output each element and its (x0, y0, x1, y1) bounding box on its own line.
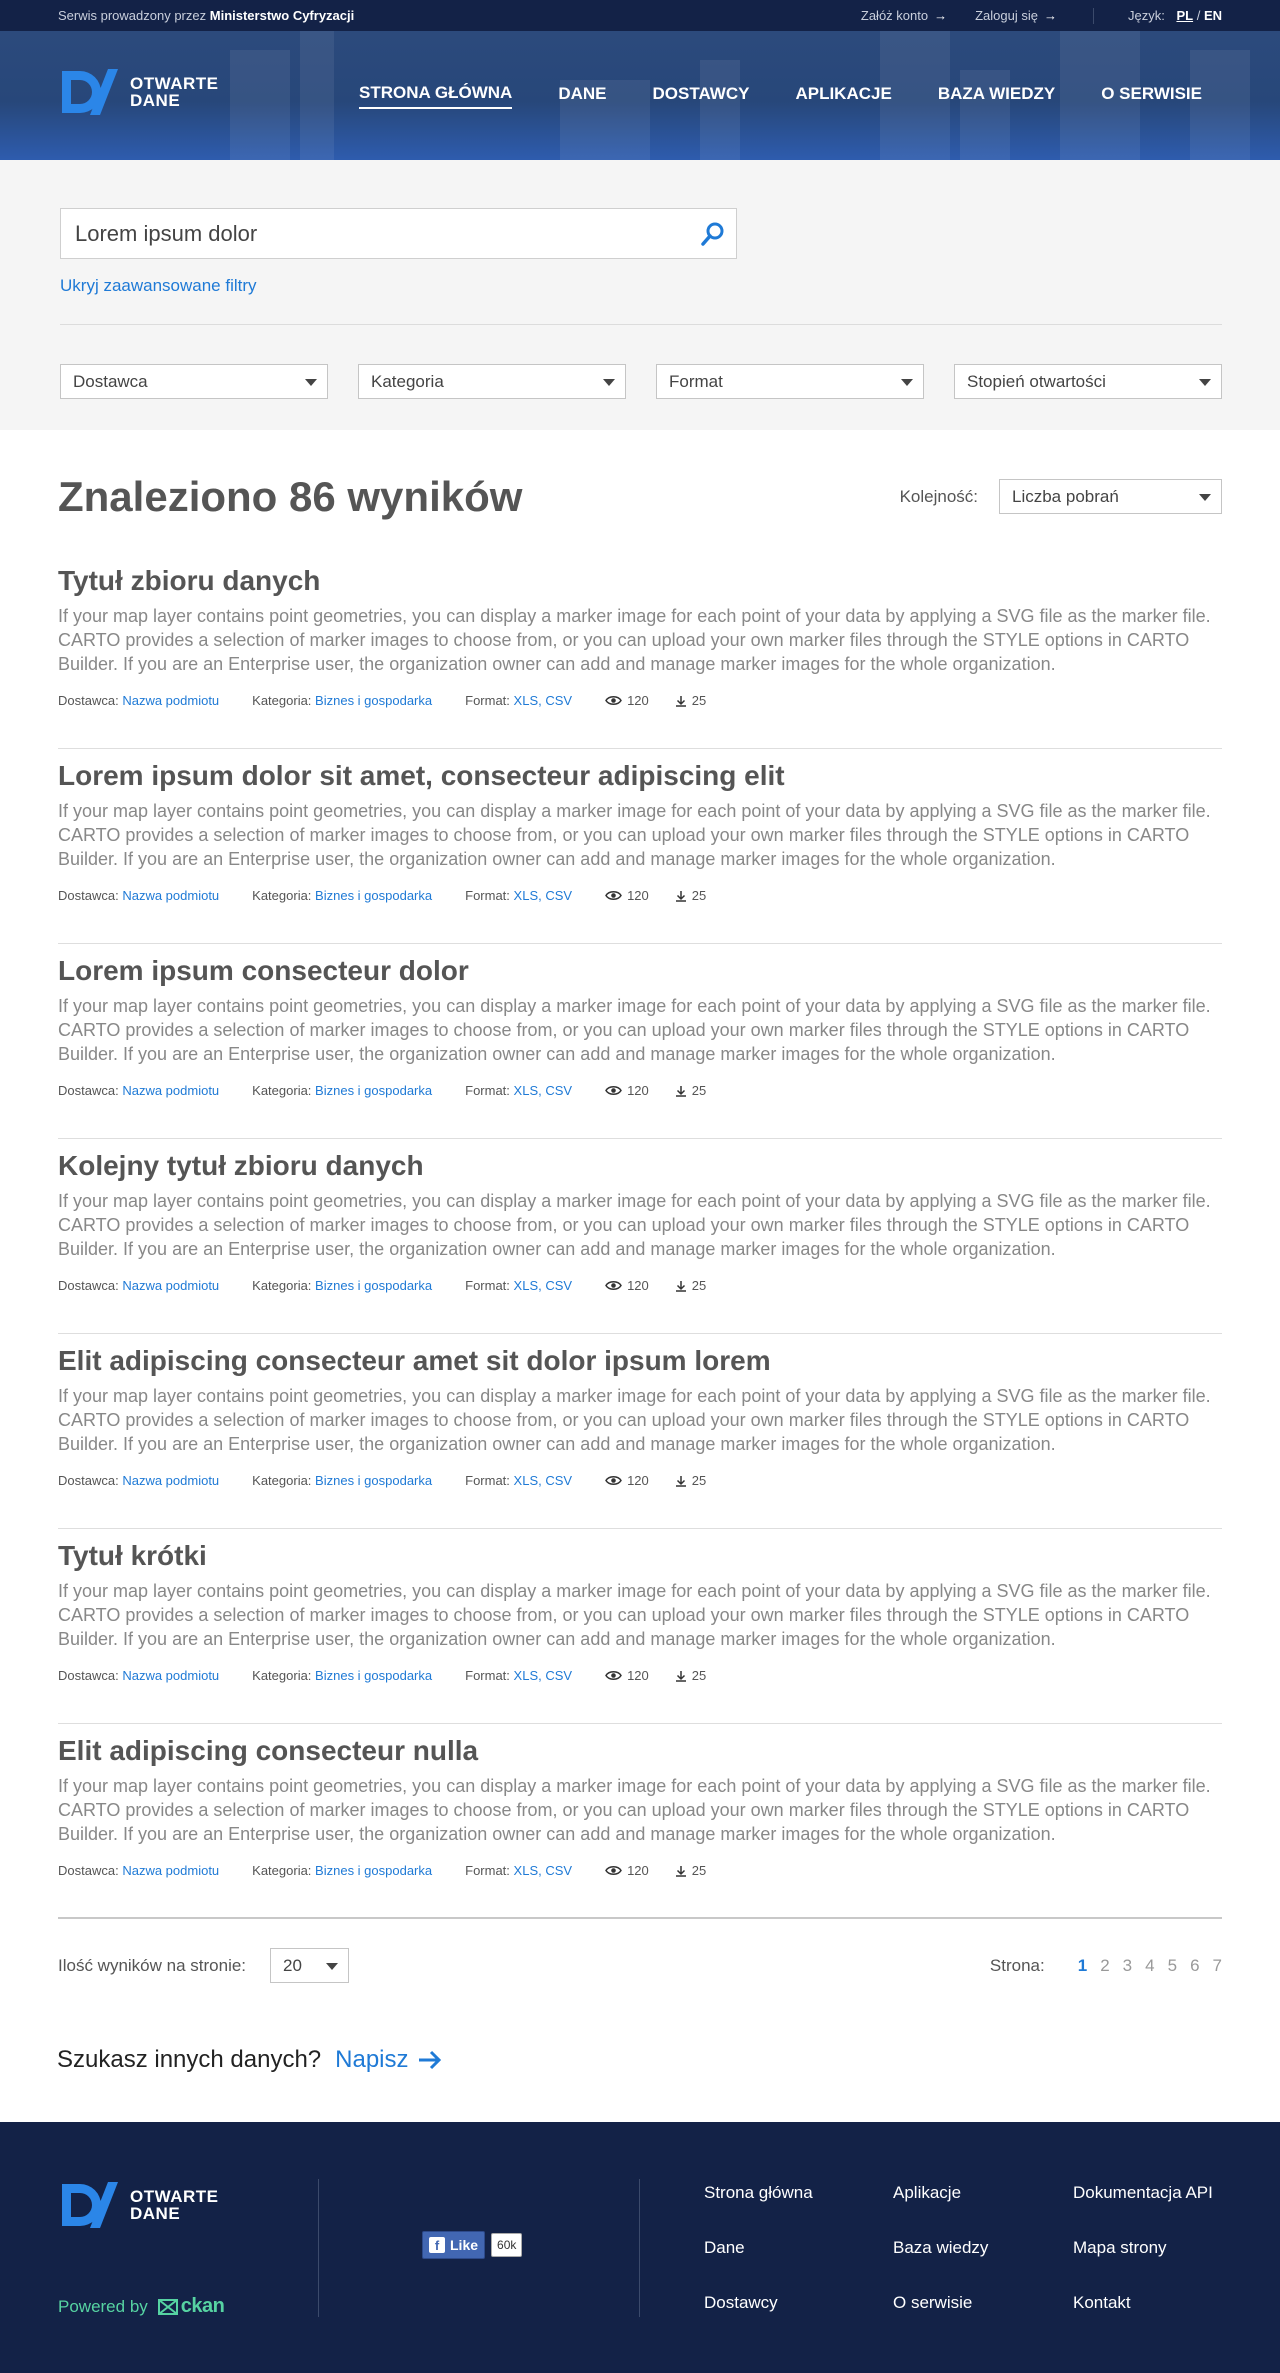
divider (639, 2179, 640, 2317)
footer-link-data[interactable]: Dane (704, 2238, 745, 2257)
result-meta (58, 1278, 1222, 1293)
result-downloads (675, 1668, 706, 1683)
login-link[interactable] (975, 8, 1057, 23)
result-views (605, 1083, 649, 1098)
footer-link-about[interactable]: O serwisie (893, 2293, 973, 2312)
page-label: Strona: (989, 1955, 1045, 1975)
downloads-count: 25 (691, 1863, 707, 1878)
result-description: If your map layer contains point geometries, you can display a marker image for each point of your data by applying a SVG file as the marker file. CARTO provides a selection of marker images to choose from, or you can upload your own marker files through the STYLE options in CARTO Builder. If you are an Enterprise user, the organization owner can add and manage marker images for the whole organization. (58, 1191, 1211, 1259)
views-count: 120 (627, 1083, 649, 1098)
category-label: Kategoria: (252, 693, 312, 708)
result-item (58, 944, 1222, 1139)
result-meta (58, 693, 1222, 708)
downloads-count: 25 (691, 1278, 707, 1293)
result-format-link[interactable]: XLS, CSV (513, 888, 573, 903)
result-category-link[interactable]: Biznes i gospodarka (315, 1668, 433, 1683)
page-link-6[interactable]: 6 (1190, 1955, 1200, 1975)
search-icon[interactable] (700, 221, 726, 247)
divider (318, 2179, 319, 2317)
chevron-down-icon (901, 379, 913, 386)
result-description: If your map layer contains point geometries, you can display a marker image for each point of your data by applying a SVG file as the marker file. CARTO provides a selection of marker images to choose from, or you can upload your own marker files through the STYLE options in CARTO Builder. If you are an Enterprise user, the organization owner can add and manage marker images for the whole organization. (58, 1581, 1211, 1649)
category-label: Kategoria: (252, 1668, 312, 1683)
eye-icon (605, 1085, 622, 1096)
logo-line2: DANE (130, 91, 181, 110)
provider-label: Dostawca: (58, 1083, 119, 1098)
result-title-link[interactable]: Lorem ipsum dolor sit amet, consecteur adipiscing elit (58, 760, 785, 791)
result-item (58, 1334, 1222, 1529)
category-label: Kategoria: (252, 1278, 312, 1293)
result-category (252, 888, 432, 903)
result-views (605, 693, 649, 708)
result-title-link[interactable]: Lorem ipsum consecteur dolor (58, 955, 469, 986)
filters-row (60, 364, 1222, 399)
register-label: Załóż konto (860, 8, 929, 23)
result-format (465, 1863, 572, 1878)
result-downloads (675, 1473, 706, 1488)
views-count: 120 (627, 1863, 649, 1878)
result-format-link[interactable]: XLS, CSV (513, 1278, 573, 1293)
powered-by-label: Powered by (58, 2296, 148, 2316)
result-description: If your map layer contains point geometries, you can display a marker image for each point of your data by applying a SVG file as the marker file. CARTO provides a selection of marker images to choose from, or you can upload your own marker files through the STYLE options in CARTO Builder. If you are an Enterprise user, the organization owner can add and manage marker images for the whole organization. (58, 1776, 1211, 1844)
result-category-link[interactable]: Biznes i gospodarka (315, 1083, 433, 1098)
result-category (252, 1863, 432, 1878)
search-box (60, 208, 737, 259)
top-bar (0, 0, 1280, 31)
lang-en-link[interactable]: EN (1203, 8, 1222, 23)
provider-label: Dostawca: (58, 693, 119, 708)
download-icon (675, 1475, 687, 1487)
result-provider (58, 1668, 219, 1683)
per-page-select[interactable] (270, 1948, 349, 1983)
format-label: Format: (465, 1668, 510, 1683)
download-icon (675, 1865, 687, 1877)
result-provider (58, 1473, 219, 1488)
provider-label: Dostawca: (58, 888, 119, 903)
per-page-value: 20 (283, 1955, 302, 1975)
format-label: Format: (465, 1083, 510, 1098)
provider-label: Dostawca: (58, 1473, 119, 1488)
result-meta (58, 888, 1222, 903)
cta-write-label: Napisz (335, 2046, 409, 2073)
divider (60, 324, 1222, 325)
result-item (58, 749, 1222, 944)
main-nav (313, 31, 1202, 160)
result-format (465, 693, 572, 708)
result-format-link[interactable]: XLS, CSV (513, 1863, 573, 1878)
result-description: If your map layer contains point geometries, you can display a marker image for each point of your data by applying a SVG file as the marker file. CARTO provides a selection of marker images to choose from, or you can upload your own marker files through the STYLE options in CARTO Builder. If you are an Enterprise user, the organization owner can add and manage marker images for the whole organization. (58, 1386, 1211, 1454)
filter-category-label: Kategoria (371, 371, 444, 391)
result-category-link[interactable]: Biznes i gospodarka (315, 693, 433, 708)
footer-link-providers[interactable]: Dostawcy (704, 2293, 778, 2312)
facebook-icon: f (429, 2237, 445, 2253)
chevron-down-icon (326, 1963, 338, 1970)
results-list (58, 563, 1222, 1919)
result-category (252, 1083, 432, 1098)
result-provider-link[interactable]: Nazwa podmiotu (122, 693, 220, 708)
footer-link-contact[interactable]: Kontakt (1073, 2293, 1131, 2312)
download-icon (675, 1085, 687, 1097)
arrow-right-icon: → (1043, 8, 1057, 23)
result-format (465, 1473, 572, 1488)
result-format (465, 1083, 572, 1098)
result-meta (58, 1083, 1222, 1098)
result-title-link[interactable]: Tytuł zbioru danych (58, 565, 321, 596)
result-provider (58, 1083, 219, 1098)
downloads-count: 25 (691, 693, 707, 708)
ckan-icon (158, 2299, 178, 2315)
result-category-link[interactable]: Biznes i gospodarka (315, 1278, 433, 1293)
filter-provider-select[interactable] (60, 364, 328, 399)
result-provider-link[interactable]: Nazwa podmiotu (122, 1083, 220, 1098)
result-format-link[interactable]: XLS, CSV (513, 1083, 573, 1098)
per-page-label: Ilość wyników na stronie: (58, 1955, 247, 1975)
page-link-4[interactable]: 4 (1145, 1955, 1155, 1975)
language-switcher (1128, 8, 1222, 23)
nav-item-home[interactable]: STRONA GŁÓWNA (359, 83, 512, 109)
language-label: Język: (1127, 8, 1165, 23)
result-title-link[interactable]: Elit adipiscing consecteur amet sit dolor ipsum lorem (58, 1345, 771, 1376)
result-provider-link[interactable]: Nazwa podmiotu (122, 1473, 220, 1488)
footer-link-apps[interactable]: Aplikacje (893, 2183, 962, 2202)
downloads-count: 25 (691, 1473, 707, 1488)
category-label: Kategoria: (252, 1083, 312, 1098)
sort-value: Liczba pobrań (1012, 486, 1119, 506)
views-count: 120 (627, 693, 649, 708)
result-description: If your map layer contains point geometries, you can display a marker image for each point of your data by applying a SVG file as the marker file. CARTO provides a selection of marker images to choose from, or you can upload your own marker files through the STYLE options in CARTO Builder. If you are an Enterprise user, the organization owner can add and manage marker images for the whole organization. (58, 996, 1211, 1064)
site-logo[interactable] (58, 67, 219, 117)
filter-openness-label: Stopień otwartości (967, 371, 1106, 391)
chevron-down-icon (305, 379, 317, 386)
download-icon (675, 1280, 687, 1292)
result-item (58, 563, 1222, 749)
result-views (605, 1668, 649, 1683)
request-data-cta (0, 1998, 1280, 2122)
result-downloads (675, 1083, 706, 1098)
page-link-5[interactable]: 5 (1167, 1955, 1178, 1975)
result-meta (58, 1863, 1222, 1878)
format-label: Format: (465, 888, 510, 903)
footer-logo[interactable] (58, 2180, 219, 2230)
result-views (605, 888, 649, 903)
result-downloads (675, 888, 706, 903)
downloads-count: 25 (691, 888, 707, 903)
result-category (252, 1278, 432, 1293)
cta-question: Szukasz innych danych? (57, 2046, 322, 2073)
category-label: Kategoria: (252, 888, 312, 903)
downloads-count: 25 (691, 1668, 707, 1683)
nav-item-providers[interactable]: DOSTAWCY (652, 83, 750, 103)
download-icon (675, 890, 687, 902)
result-category (252, 1668, 432, 1683)
result-format (465, 1278, 572, 1293)
register-link[interactable] (861, 8, 947, 23)
search-panel (0, 160, 1280, 430)
result-format (465, 888, 572, 903)
result-category-link[interactable]: Biznes i gospodarka (315, 888, 433, 903)
arrow-right-icon: → (934, 8, 948, 23)
sort-select[interactable] (999, 479, 1222, 514)
provider-label: Dostawca: (58, 1668, 119, 1683)
views-count: 120 (627, 888, 649, 903)
result-views (605, 1473, 649, 1488)
login-label: Zaloguj się (975, 8, 1038, 23)
facebook-like-label: Like (450, 2237, 479, 2253)
ckan-label: ckan (180, 2295, 225, 2317)
page-link-1[interactable]: 1 (1077, 1955, 1088, 1975)
powered-by (58, 2295, 224, 2318)
chevron-down-icon (603, 379, 615, 386)
ministry-note (58, 8, 354, 23)
format-label: Format: (465, 1278, 510, 1293)
result-format-link[interactable]: XLS, CSV (513, 693, 573, 708)
page-link-2[interactable]: 2 (1100, 1955, 1110, 1975)
facebook-like-button[interactable] (422, 2231, 485, 2259)
logo-mark-icon (58, 67, 122, 117)
result-meta (58, 1668, 1222, 1683)
site-header (0, 31, 1280, 160)
lang-pl-link[interactable]: PL (1176, 8, 1194, 23)
eye-icon (605, 1280, 622, 1291)
provider-label: Dostawca: (58, 1863, 119, 1878)
filter-category-select[interactable] (358, 364, 626, 399)
eye-icon (605, 1670, 622, 1681)
arrow-right-icon (417, 2050, 443, 2070)
download-icon (675, 1670, 687, 1682)
result-provider (58, 1863, 219, 1878)
filter-openness-select[interactable] (954, 364, 1222, 399)
logo-text (130, 75, 219, 109)
results-count-heading: Znaleziono 86 wyników (58, 472, 523, 520)
cta-write-link[interactable] (335, 2046, 442, 2074)
result-provider-link[interactable]: Nazwa podmiotu (122, 1278, 220, 1293)
sort-control (900, 479, 1222, 514)
result-downloads (675, 1863, 706, 1878)
result-category (252, 1473, 432, 1488)
result-category-link[interactable]: Biznes i gospodarka (315, 1473, 433, 1488)
result-views (605, 1278, 649, 1293)
category-label: Kategoria: (252, 1473, 312, 1488)
download-icon (675, 695, 687, 707)
result-description: If your map layer contains point geometries, you can display a marker image for each point of your data by applying a SVG file as the marker file. CARTO provides a selection of marker images to choose from, or you can upload your own marker files through the STYLE options in CARTO Builder. If you are an Enterprise user, the organization owner can add and manage marker images for the whole organization. (58, 801, 1211, 869)
lang-separator: / (1196, 8, 1201, 23)
pagination (990, 1956, 1222, 1976)
result-views (605, 1863, 649, 1878)
result-downloads (675, 1278, 706, 1293)
facebook-like-widget (422, 2231, 522, 2259)
results-section (0, 430, 1280, 1919)
format-label: Format: (465, 1473, 510, 1488)
result-title-link[interactable]: Elit adipiscing consecteur nulla (58, 1735, 479, 1766)
provider-label: Dostawca: (58, 1278, 119, 1293)
nav-item-apps[interactable]: APLIKACJE (795, 83, 892, 103)
filter-provider-label: Dostawca (73, 371, 148, 391)
ministry-prefix: Serwis prowadzony przez (58, 8, 207, 23)
result-item (58, 1529, 1222, 1724)
category-label: Kategoria: (252, 1863, 312, 1878)
results-header (58, 430, 1222, 563)
result-category-link[interactable]: Biznes i gospodarka (315, 1863, 433, 1878)
result-format-link[interactable]: XLS, CSV (513, 1473, 573, 1488)
logo-text (130, 2188, 219, 2222)
facebook-like-count: 60k (491, 2233, 522, 2257)
eye-icon (605, 695, 622, 706)
footer-link-knowledge-base[interactable]: Baza wiedzy (893, 2238, 989, 2257)
result-description: If your map layer contains point geometries, you can display a marker image for each point of your data by applying a SVG file as the marker file. CARTO provides a selection of marker images to choose from, or you can upload your own marker files through the STYLE options in CARTO Builder. If you are an Enterprise user, the organization owner can add and manage marker images for the whole organization. (58, 606, 1211, 674)
search-input[interactable] (61, 209, 736, 258)
eye-icon (605, 1475, 622, 1486)
result-category (252, 693, 432, 708)
result-title-link[interactable]: Kolejny tytuł zbioru danych (58, 1150, 424, 1181)
chevron-down-icon (1199, 379, 1211, 386)
logo-line2: DANE (130, 2204, 181, 2223)
site-footer (0, 2122, 1280, 2373)
ckan-link[interactable] (158, 2295, 225, 2318)
result-item (58, 1139, 1222, 1334)
filter-format-select[interactable] (656, 364, 924, 399)
result-provider (58, 693, 219, 708)
page-link-7[interactable]: 7 (1212, 1955, 1222, 1975)
footer-link-home[interactable]: Strona główna (704, 2183, 813, 2202)
toggle-advanced-filters-link[interactable]: Ukryj zaawansowane filtry (60, 276, 257, 295)
divider (1093, 8, 1094, 24)
result-provider-link[interactable]: Nazwa podmiotu (122, 1668, 220, 1683)
filter-format-label: Format (669, 371, 723, 391)
result-title-link[interactable]: Tytuł krótki (58, 1540, 207, 1571)
result-format-link[interactable]: XLS, CSV (513, 1668, 573, 1683)
result-provider (58, 888, 219, 903)
chevron-down-icon (1199, 494, 1211, 501)
nav-item-knowledge-base[interactable]: BAZA WIEDZY (937, 83, 1056, 103)
logo-line1: OTWARTE (130, 2187, 219, 2206)
views-count: 120 (627, 1473, 649, 1488)
result-format (465, 1668, 572, 1683)
footer-link-sitemap[interactable]: Mapa strony (1073, 2238, 1167, 2257)
views-count: 120 (627, 1278, 649, 1293)
ministry-name: Ministerstwo Cyfryzacji (209, 8, 355, 23)
eye-icon (605, 1865, 622, 1876)
footer-links (704, 2182, 1233, 2313)
result-meta (58, 1473, 1222, 1488)
logo-line1: OTWARTE (130, 74, 219, 93)
format-label: Format: (465, 1863, 510, 1878)
format-label: Format: (465, 693, 510, 708)
views-count: 120 (627, 1668, 649, 1683)
eye-icon (605, 890, 622, 901)
logo-mark-icon (58, 2180, 122, 2230)
sort-label: Kolejność: (899, 486, 978, 506)
result-downloads (675, 693, 706, 708)
footer-link-api-docs[interactable]: Dokumentacja API (1073, 2183, 1213, 2202)
page-link-3[interactable]: 3 (1122, 1955, 1133, 1975)
downloads-count: 25 (691, 1083, 707, 1098)
nav-item-about[interactable]: O SERWISIE (1101, 83, 1202, 103)
nav-item-data[interactable]: DANE (558, 83, 607, 103)
result-provider-link[interactable]: Nazwa podmiotu (122, 888, 220, 903)
result-provider (58, 1278, 219, 1293)
result-provider-link[interactable]: Nazwa podmiotu (122, 1863, 220, 1878)
result-item (58, 1724, 1222, 1919)
